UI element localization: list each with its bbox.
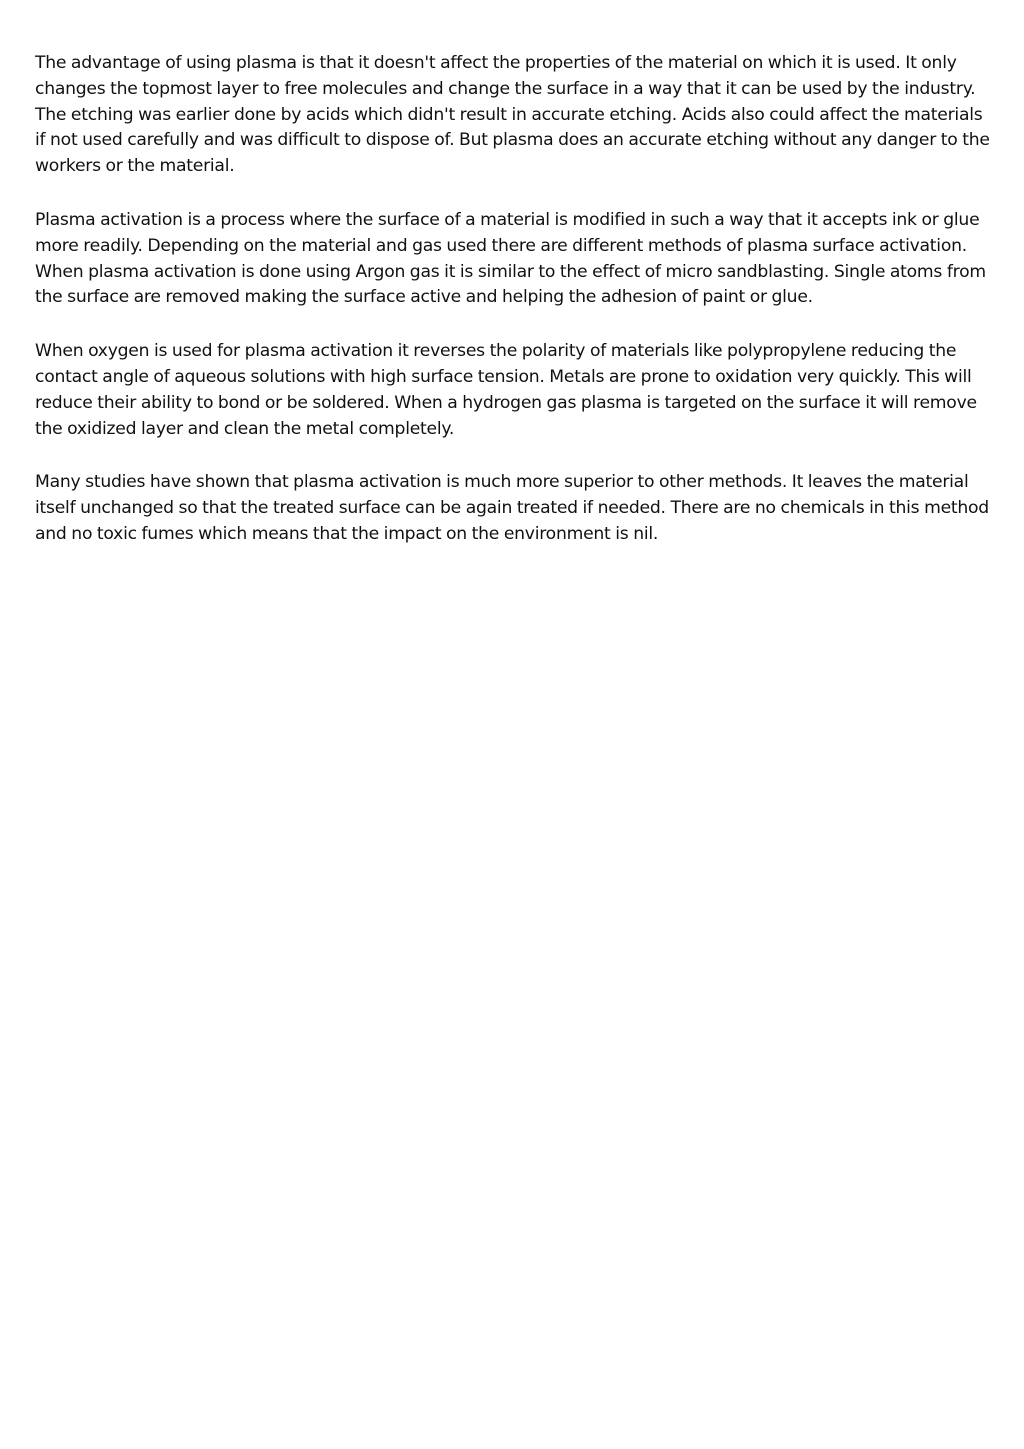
paragraph-plasma-advantage: The advantage of using plasma is that it doesn't affect the properties of the material on which it is used. It only changes the topmost layer to free molecules and change the surface in a way that it can be used by the industry. The etching was earlier done by acids which didn't result in accurate etching. Acids also could affect the materials if not used carefully and was difficult to dispose of. But plasma does an accurate etching without any danger to the workers or the material. [35,53,990,177]
paragraph-oxygen-hydrogen-activation: When oxygen is used for plasma activation it reverses the polarity of materials like polypropylene reducing the contact angle of aqueous solutions with high surface tension. Metals are prone to oxidation very quickly. This will reduce their ability to bond or be soldered. When a hydrogen gas plasma is targeted on the surface it will remove the oxidized layer and clean the metal completely. [35,341,977,439]
document-body [35,51,995,576]
paragraph-plasma-activation: Plasma activation is a process where the surface of a material is modified in such a way that it accepts ink or glue more readily. Depending on the material and gas used there are different methods of plasma surface activation. When plasma activation is done using Argon gas it is similar to the effect of micro sandblasting. Single atoms from the surface are removed making the surface active and helping the adhesion of paint or glue. [35,209,986,308]
paragraph-studies-conclusion: Many studies have shown that plasma activation is much more superior to other methods. It leaves the material itself unchanged so that the treated surface can be again treated if needed. There are no chemicals in this method and no toxic fumes which means that the impact on the environment is nil. [35,472,989,544]
